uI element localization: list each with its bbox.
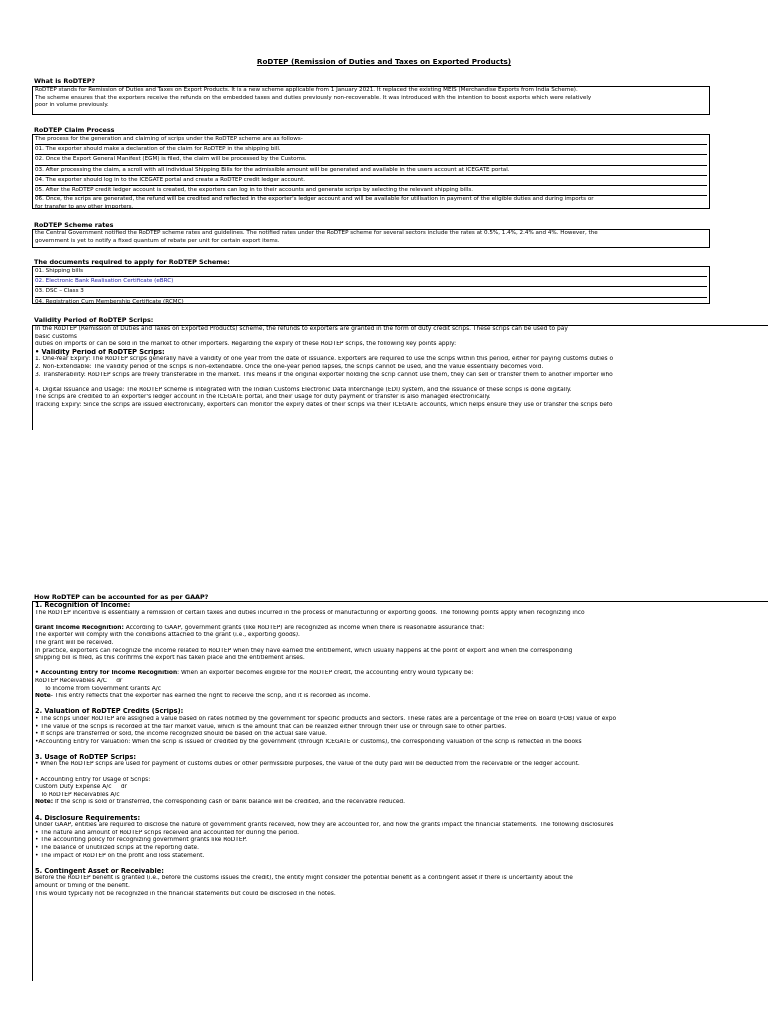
rates-heading: RoDTEP Scheme rates	[34, 221, 114, 229]
validity-heading: Validity Period of RoDTEP Scrips:	[34, 316, 154, 324]
validity-more-line: Tracking Expiry: Since the scrips are issued electronically, exporters can monitor the expiry dates of their scrips via their ICEGATE accounts, which helps ensure they use or transfer the scrips befo	[35, 401, 613, 408]
what-line: RoDTEP stands for Remission of Duties and Taxes on Export Products. It is a new scheme applicable from 1 January 2021. It replaced the existing MEIS (Merchandise Exports from India Scheme).	[35, 87, 578, 93]
grant-label: Grant Income Recognition:	[35, 624, 124, 631]
gaap-heading: How RoDTEP can be accounted for as per GAAP?	[34, 593, 209, 601]
entry-journal-line: To Income from Government Grants A/c	[35, 685, 162, 692]
rates-box	[32, 229, 710, 248]
document-title: RoDTEP (Remission of Duties and Taxes on Exported Products)	[256, 57, 512, 66]
entry-label: • Accounting Entry for Income Recognition	[35, 670, 178, 677]
claim-line: 05. After the RoDTEP credit ledger account is created, the exporters can log in to their accounts and generate scrips by selecting the relevant shipping bills.	[35, 186, 707, 196]
gaap-s3-entry: Custom Duty Expense A/c dr	[35, 784, 128, 791]
docs-item: 04. Registration Cum Membership Certificate (RCMC)	[35, 298, 184, 304]
claim-line: 06. Once, the scrips are generated, the refund will be credited and reflected in the exporter's ledger account and will be available for utilisation in payment of the eligible duties and during imports or	[35, 196, 594, 203]
claim-line: 03. After processing the claim, a scroll with all individual Shipping Bills for the admissible amount will be generated and available in the users account at ICEGATE portal.	[35, 166, 707, 176]
gaap-s5-title: 5. Contingent Asset or Receivable:	[35, 867, 164, 875]
grant-line: In practice, exporters can recognize the income related to RoDTEP when they have earned the entitlement, which usually happens at the point of export and when the corresponding	[35, 647, 573, 654]
gaap-s3-line: • When the RoDTEP scrips are used for payment of customs duties or other permissible purposes, the value of the duty paid will be deducted from the receivable or the ledger account.	[35, 761, 580, 768]
grant-line: The grant will be received.	[35, 639, 114, 646]
gaap-s3-entry: To RoDTEP Receivables A/c	[35, 791, 120, 798]
gaap-s4-line: • The nature and amount of RoDTEP scrips received and accounted for during the period.	[35, 829, 300, 836]
gaap-s5-line: Before the RoDTEP benefit is granted (i.e., before the customs issues the credit), the entity might consider the potential benefit as a contingent asset if there is uncertainty about the	[35, 875, 573, 882]
note2-label: Note:	[35, 799, 54, 806]
gaap-box	[32, 601, 768, 981]
gaap-s2-line: • The scrips under RoDTEP are assigned a value based on rates notified by the government for specific products and sectors. These rates are a percentage of the Free on Board (FOB) value of expo	[35, 715, 617, 722]
validity-intro-line: In the RoDTEP (Remission of Duties and Taxes on Exported Products) scheme, the refunds to exporters are granted in the form of duty credit scrips. These scrips can be used to pay	[35, 326, 568, 332]
gaap-s2-line: • The value of the scrips is recorded at the fair market value, which is the amount that can be realized either through their use or through sale to other parties.	[35, 723, 507, 730]
claim-line: 04. The exporter should log in to the ICEGATE portal and create a RoDTEP credit ledger account.	[35, 176, 707, 186]
claim-heading: RoDTEP Claim Process	[34, 126, 115, 134]
gaap-s2-line: •Accounting Entry for Valuation: When the scrip is issued or credited by the government (through ICEGATE or customs), the corresponding valuation of the scrip is reflected in the books	[35, 738, 582, 745]
docs-box	[32, 266, 710, 304]
gaap-s4-line: Under GAAP, entities are required to disclose the nature of government grants received, how they are accounted for, and how the grants impact the financial statements. The following disclosures	[35, 822, 614, 829]
docs-item: 03. DSC – Class 3	[35, 287, 707, 297]
gaap-s4-line: • The accounting policy for recognizing government grants like RoDTEP.	[35, 837, 248, 844]
note1-line	[35, 693, 766, 701]
gaap-s5-line: This would typically not be recognized in the financial statements but could be disclosed in the notes.	[35, 890, 336, 897]
gaap-s3-entry: • Accounting Entry for Usage of Scrips:	[35, 776, 151, 783]
what-line: poor in volume previously.	[35, 102, 109, 109]
grant-line: The exporter will comply with the conditions attached to the grant (i.e., exporting goods).	[35, 632, 300, 639]
gaap-s1-title: 1. Recognition of Income:	[35, 602, 131, 609]
note2-text: If the scrip is sold or transferred, the corresponding cash or bank balance will be credited, and the receivable reduced.	[53, 799, 406, 806]
gaap-s1-text: The RoDTEP incentive is essentially a remission of certain taxes and duties incurred in the process of manufacturing or exporting goods. The following points apply when recognizing inco	[35, 609, 585, 616]
rates-line: the Central Government notified the RoDTEP scheme rates and guidelines. The notified rates under the RoDTEP scheme for several sectors include the rates at 0.5%, 1.4%, 2.4% and 4%. However, the	[35, 230, 598, 236]
gaap-s2-title: 2. Valuation of RoDTEP Credits (Scrips):	[35, 708, 184, 716]
gaap-s3-title: 3. Usage of RoDTEP Scrips:	[35, 753, 136, 761]
entry-line	[35, 670, 766, 678]
validity-point: 3. Transferability: RoDTEP scrips are freely transferable in the market. This means if the original exporter holding the scrip cannot use them, they can sell or transfer them to another importer who	[35, 371, 613, 378]
claim-line: 01. The exporter should make a declaration of the claim for RoDTEP in the shipping bill.	[35, 145, 707, 155]
validity-intro-line: basic customs	[35, 333, 77, 340]
note2-line	[35, 799, 766, 807]
docs-item: 01. Shipping bills	[35, 267, 707, 277]
claim-line: 02. Once the Export General Manifest (EGM) is filed, the claim will be processed by the Customs.	[35, 155, 707, 165]
grant-recognition-line	[35, 625, 766, 633]
what-heading: What is RoDTEP?	[34, 77, 96, 85]
validity-point: 2. Non-Extendable: The validity period of the scrips is non-extendable. Once the one-year period lapses, the scrips cannot be used, and the value essentially becomes void.	[35, 363, 544, 370]
gaap-s4-line: • The impact of RoDTEP on the profit and loss statement.	[35, 852, 205, 859]
claim-line: The process for the generation and claiming of scrips under the RoDTEP scheme are as follows-	[35, 135, 707, 145]
rates-line: government is yet to notify a fixed quantum of rebate per unit for certain export items.	[35, 237, 280, 244]
what-line: The scheme ensures that the exporters receive the refunds on the embedded taxes and duties previously non-recoverable. It was introduced with the intention to boost exports which were relatively	[35, 94, 592, 101]
validity-point: 1. One-Year Expiry: The RoDTEP scrips generally have a validity of one year from the date of issuance. Exporters are required to use the scrips within this period, either for paying customs duties o	[35, 356, 614, 363]
what-box	[32, 86, 710, 115]
docs-heading: The documents required to apply for RoDTEP Scheme:	[34, 258, 230, 266]
validity-intro-line: duties on imports or can be sold in the market to other importers. Regarding the expiry of these RoDTEP scrips, the following key points apply:	[35, 341, 457, 348]
gaap-s4-title: 4. Disclosure Requirements:	[35, 814, 141, 822]
gaap-s5-line: amount or timing of the benefit.	[35, 882, 130, 889]
grant-text: According to GAAP, government grants (like RoDTEP) are recognized as income when there is reasonable assurance that:	[123, 624, 485, 631]
note1-label: Note	[35, 693, 51, 700]
validity-more-line: The scrips are credited to an exporter's ledger account in the ICEGATE portal, and their usage for duty payment or transfer is also managed electronically.	[35, 394, 491, 401]
claim-line: for transfer to any other importers.	[35, 203, 134, 209]
grant-line: shipping bill is filed, as this confirms the export has taken place and the entitlement arises.	[35, 655, 305, 662]
claim-box	[32, 134, 710, 209]
gaap-s2-line: • If scrips are transferred or sold, the income recognized should be based on the actual sale value.	[35, 731, 327, 738]
validity-subheading: • Validity Period of RoDTEP Scrips:	[35, 348, 165, 356]
gaap-s4-line: • The balance of unutilized scrips at the reporting date.	[35, 845, 200, 851]
entry-journal-line: RoDTEP Receivables A/C dr	[35, 677, 123, 684]
validity-box	[32, 325, 768, 430]
note1-text: - This entry reflects that the exporter has earned the right to receive the scrip, and it is recorded as income.	[50, 693, 371, 700]
docs-item: 02. Electronic Bank Realisation Certificate (eBRC)	[35, 277, 707, 287]
entry-text: : When an exporter becomes eligible for the RoDTEP credit, the accounting entry would typically be:	[177, 670, 474, 677]
validity-more-line: 4. Digital Issuance and Usage: The RoDTEP scheme is integrated with the Indian Customs Electronic Data Interchange (EDI) system, and the issuance of these scrips is done digitally.	[35, 386, 572, 393]
